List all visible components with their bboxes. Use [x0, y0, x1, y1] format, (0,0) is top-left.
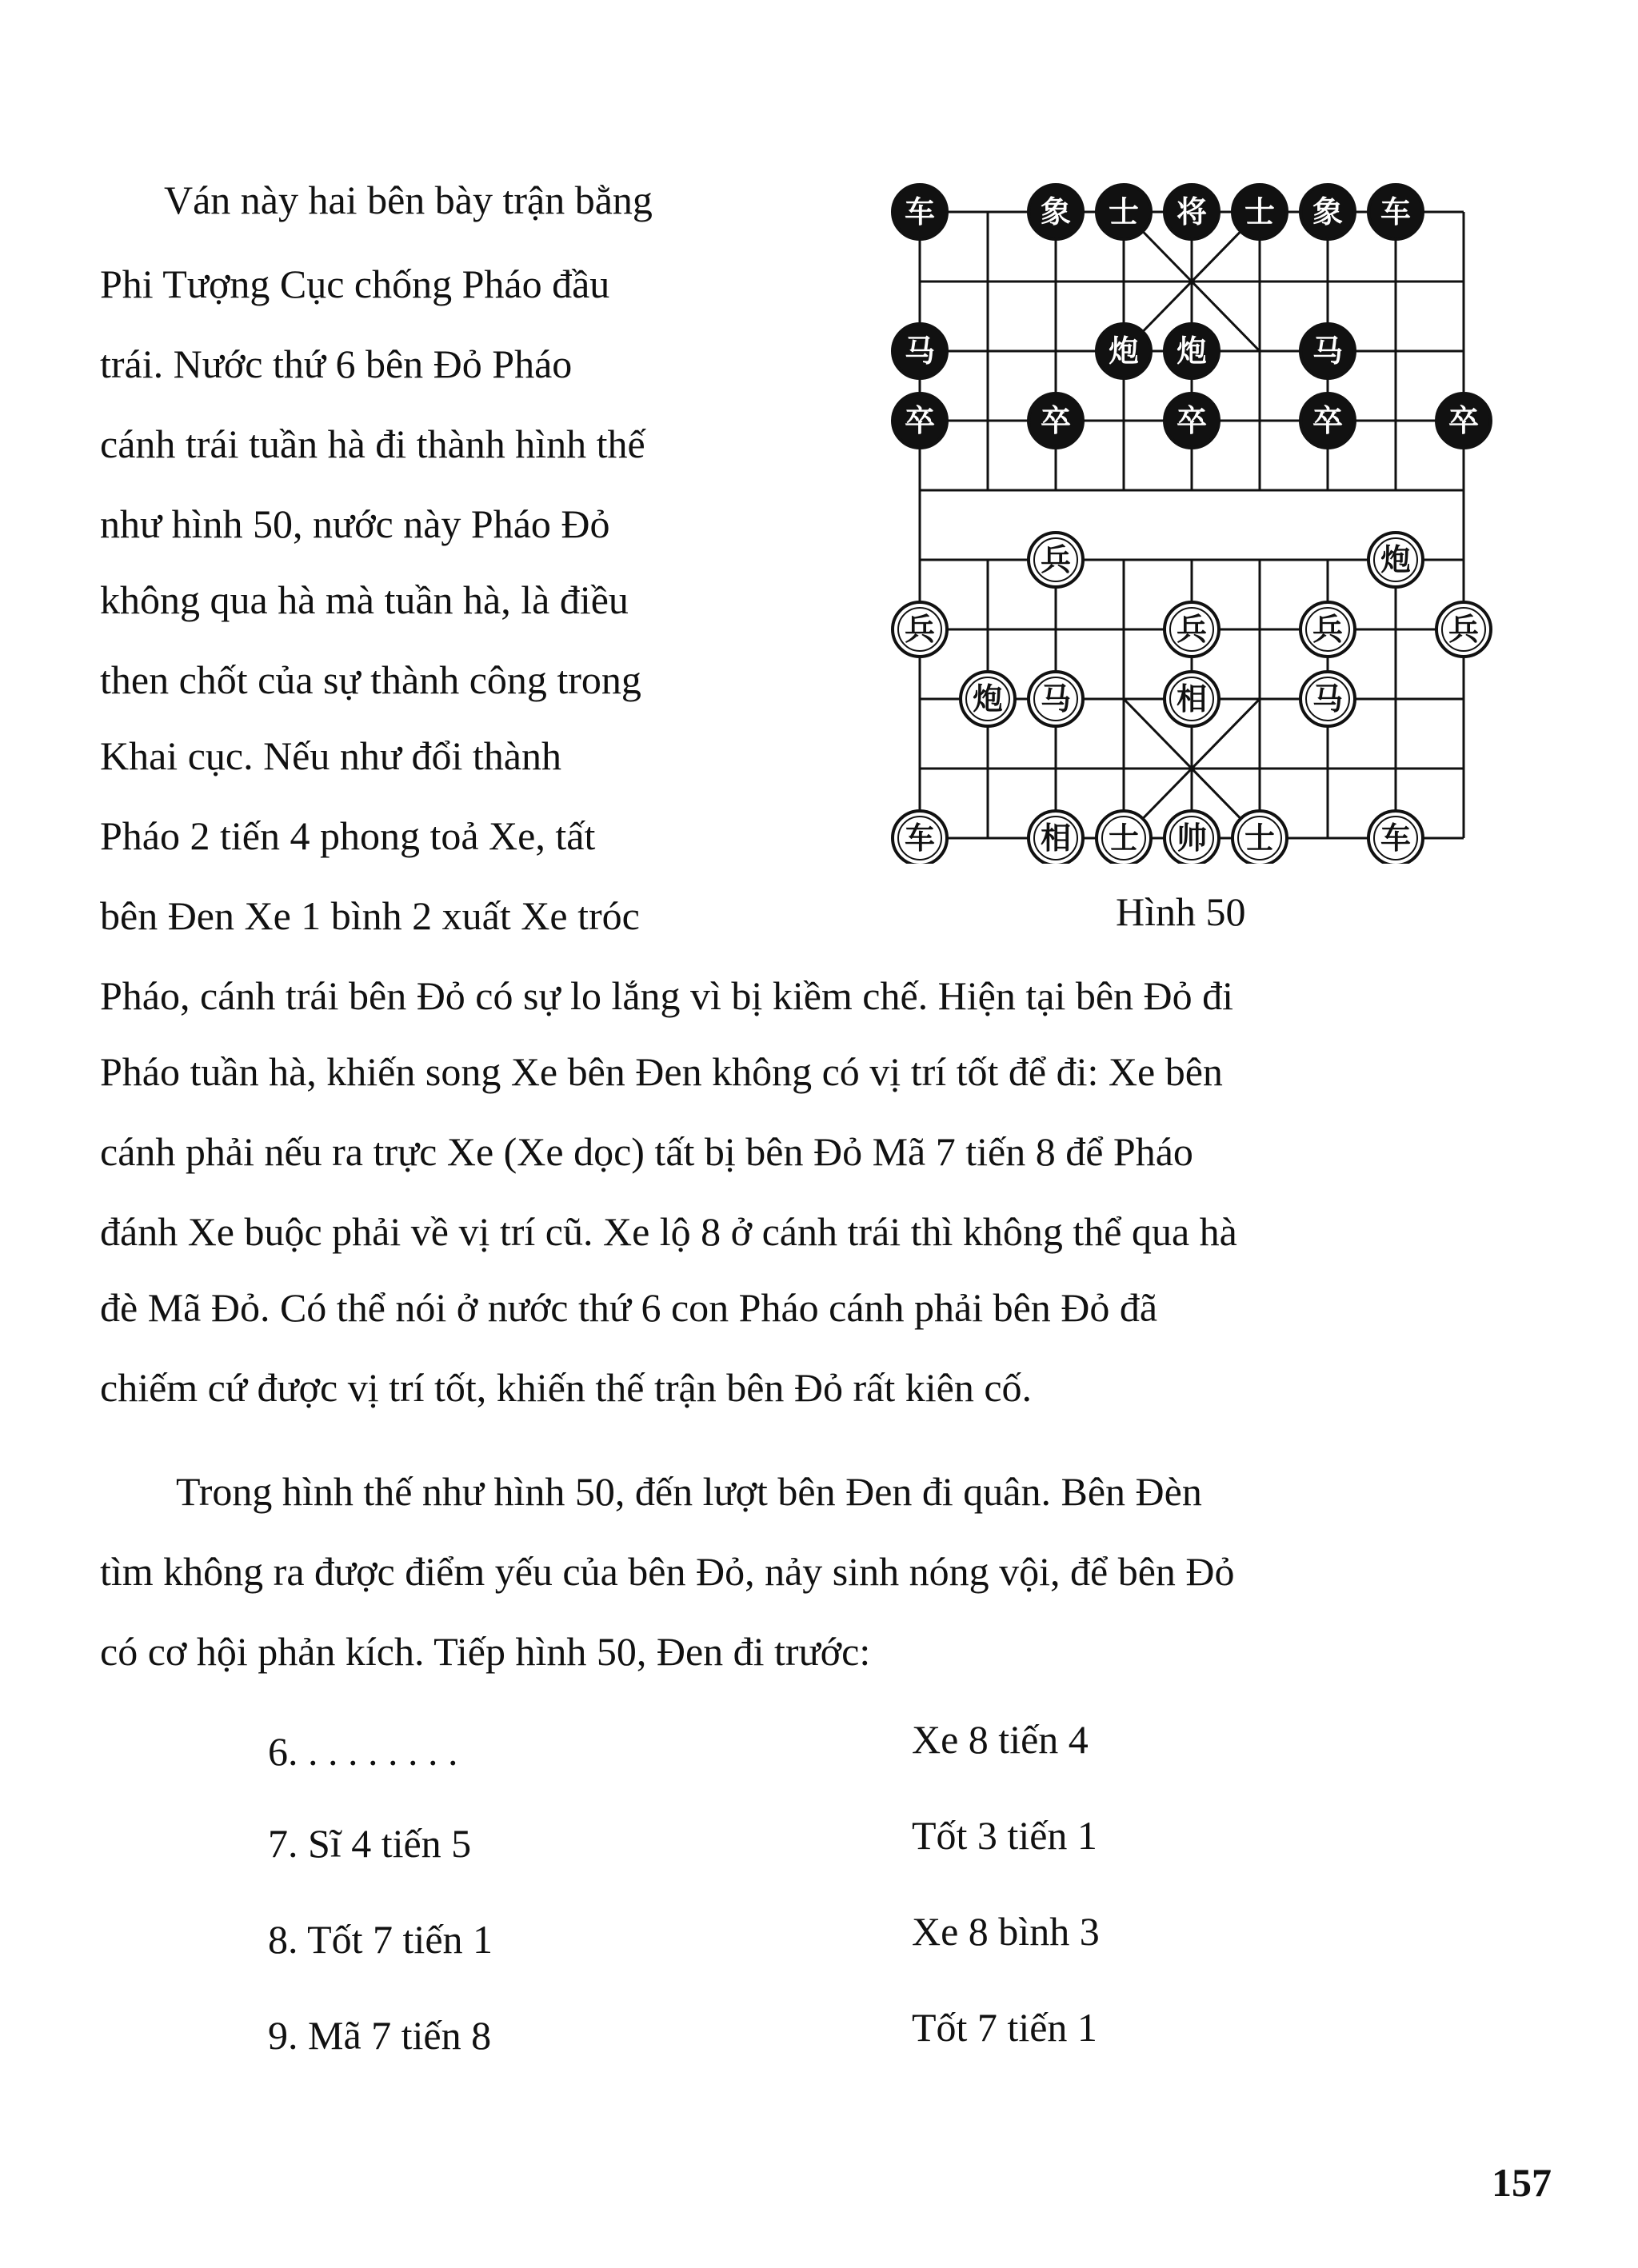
move-right: Tốt 7 tiến 1	[912, 2005, 1097, 2050]
piece-label: 卒	[1176, 403, 1208, 438]
red-piece	[1029, 811, 1083, 864]
black-piece	[1165, 324, 1219, 378]
red-piece	[1232, 811, 1287, 864]
red-piece	[1436, 602, 1491, 657]
piece-label: 相	[1176, 681, 1208, 717]
red-piece	[1165, 602, 1219, 657]
black-piece	[1300, 393, 1355, 448]
piece-label: 卒	[1448, 403, 1480, 438]
intro-line: bên Đen Xe 1 bình 2 xuất Xe tróc	[100, 893, 640, 938]
piece-label: 兵	[904, 612, 936, 647]
black-piece	[1097, 185, 1151, 239]
red-piece	[1300, 672, 1355, 726]
red-piece	[1300, 602, 1355, 657]
piece-label: 车	[1380, 194, 1412, 230]
paragraph-line: chiếm cứ được vị trí tốt, khiến thế trận bên Đỏ rất kiên cố.	[100, 1365, 1033, 1410]
piece-label: 马	[1312, 681, 1344, 717]
red-piece	[1165, 672, 1219, 726]
piece-label: 兵	[1448, 612, 1480, 647]
piece-label: 炮	[1176, 333, 1208, 369]
piece-label: 兵	[1040, 542, 1072, 577]
black-piece	[1165, 185, 1219, 239]
piece-label: 将	[1176, 194, 1208, 230]
red-piece	[1097, 811, 1151, 864]
paragraph-line: Pháo, cánh trái bên Đỏ có sự lo lắng vì bị kiềm chế. Hiện tại bên Đỏ đi	[100, 973, 1234, 1018]
piece-label: 象	[1040, 194, 1072, 230]
move-right: Xe 8 bình 3	[912, 1909, 1100, 1954]
intro-line: Khai cục. Nếu như đổi thành	[100, 733, 561, 778]
paragraph-line: cánh phải nếu ra trực Xe (Xe dọc) tất bị bên Đỏ Mã 7 tiến 8 để Pháo	[100, 1129, 1193, 1174]
black-piece	[1029, 393, 1083, 448]
black-piece	[1368, 185, 1423, 239]
piece-label: 车	[1380, 821, 1412, 856]
black-piece	[1300, 185, 1355, 239]
paragraph-line: đè Mã Đỏ. Có thể nói ở nước thứ 6 con Pháo cánh phải bên Đỏ đã	[100, 1285, 1158, 1330]
move-left: 7. Sĩ 4 tiến 5	[268, 1821, 472, 1866]
piece-label: 车	[904, 194, 936, 230]
piece-label: 炮	[1108, 333, 1140, 369]
red-piece	[1368, 811, 1423, 864]
paragraph-line: Pháo tuần hà, khiến song Xe bên Đen không có vị trí tốt để đi: Xe bên	[100, 1049, 1223, 1094]
red-piece	[1368, 533, 1423, 587]
move-left: 8. Tốt 7 tiến 1	[268, 1917, 493, 1962]
black-piece	[1029, 185, 1083, 239]
black-piece	[1436, 393, 1491, 448]
piece-label: 炮	[1380, 542, 1412, 577]
piece-label: 兵	[1312, 612, 1344, 647]
piece-label: 车	[904, 821, 936, 856]
red-piece	[893, 811, 947, 864]
black-piece	[1300, 324, 1355, 378]
piece-label: 士	[1108, 821, 1140, 856]
piece-label: 卒	[1040, 403, 1072, 438]
paragraph-line: đánh Xe buộc phải về vị trí cũ. Xe lộ 8 ở cánh trái thì không thể qua hà	[100, 1209, 1237, 1254]
intro-line: Ván này hai bên bày trận bằng	[164, 178, 653, 222]
black-piece	[1097, 324, 1151, 378]
move-left: 6. . . . . . . . .	[268, 1729, 458, 1774]
piece-label: 士	[1244, 194, 1276, 230]
red-piece	[1165, 811, 1219, 864]
board-grid	[920, 212, 1464, 838]
move-left: 9. Mã 7 tiến 8	[268, 2013, 492, 2058]
piece-label: 马	[1312, 333, 1344, 369]
xiangqi-board-figure	[888, 168, 1496, 864]
piece-label: 士	[1244, 821, 1276, 856]
intro-line: Phi Tượng Cục chống Pháo đầu	[100, 262, 610, 306]
move-right: Xe 8 tiến 4	[912, 1717, 1089, 1762]
piece-label: 象	[1312, 194, 1344, 230]
piece-label: 马	[904, 333, 936, 369]
black-piece	[893, 185, 947, 239]
red-piece	[893, 602, 947, 657]
piece-label: 卒	[904, 403, 936, 438]
piece-label: 士	[1108, 194, 1140, 230]
piece-label: 卒	[1312, 403, 1344, 438]
piece-label: 兵	[1176, 612, 1208, 647]
piece-label: 帅	[1176, 821, 1208, 856]
intro-line: như hình 50, nước này Pháo Đỏ	[100, 501, 610, 546]
intro-line: trái. Nước thứ 6 bên Đỏ Pháo	[100, 341, 573, 386]
paragraph-line: có cơ hội phản kích. Tiếp hình 50, Đen đi trước:	[100, 1629, 871, 1674]
page-number: 157	[1492, 2160, 1552, 2205]
black-piece	[893, 393, 947, 448]
intro-line: then chốt của sự thành công trong	[100, 657, 641, 702]
move-right: Tốt 3 tiến 1	[912, 1813, 1097, 1858]
intro-line: không qua hà mà tuần hà, là điều	[100, 577, 629, 622]
black-piece	[893, 324, 947, 378]
figure-caption: Hình 50	[1116, 889, 1246, 934]
intro-line: Pháo 2 tiến 4 phong toả Xe, tất	[100, 813, 596, 858]
red-piece	[1029, 672, 1083, 726]
piece-label: 炮	[972, 681, 1004, 717]
paragraph-line: tìm không ra được điểm yếu của bên Đỏ, nảy sinh nóng vội, để bên Đỏ	[100, 1549, 1235, 1594]
intro-line: cánh trái tuần hà đi thành hình thế	[100, 421, 645, 466]
black-piece	[1165, 393, 1219, 448]
red-piece	[1029, 533, 1083, 587]
paragraph-line: Trong hình thế như hình 50, đến lượt bên Đen đi quân. Bên Đèn	[176, 1469, 1202, 1514]
red-piece	[961, 672, 1015, 726]
piece-label: 相	[1040, 821, 1072, 856]
piece-label: 马	[1040, 681, 1072, 717]
black-piece	[1232, 185, 1287, 239]
